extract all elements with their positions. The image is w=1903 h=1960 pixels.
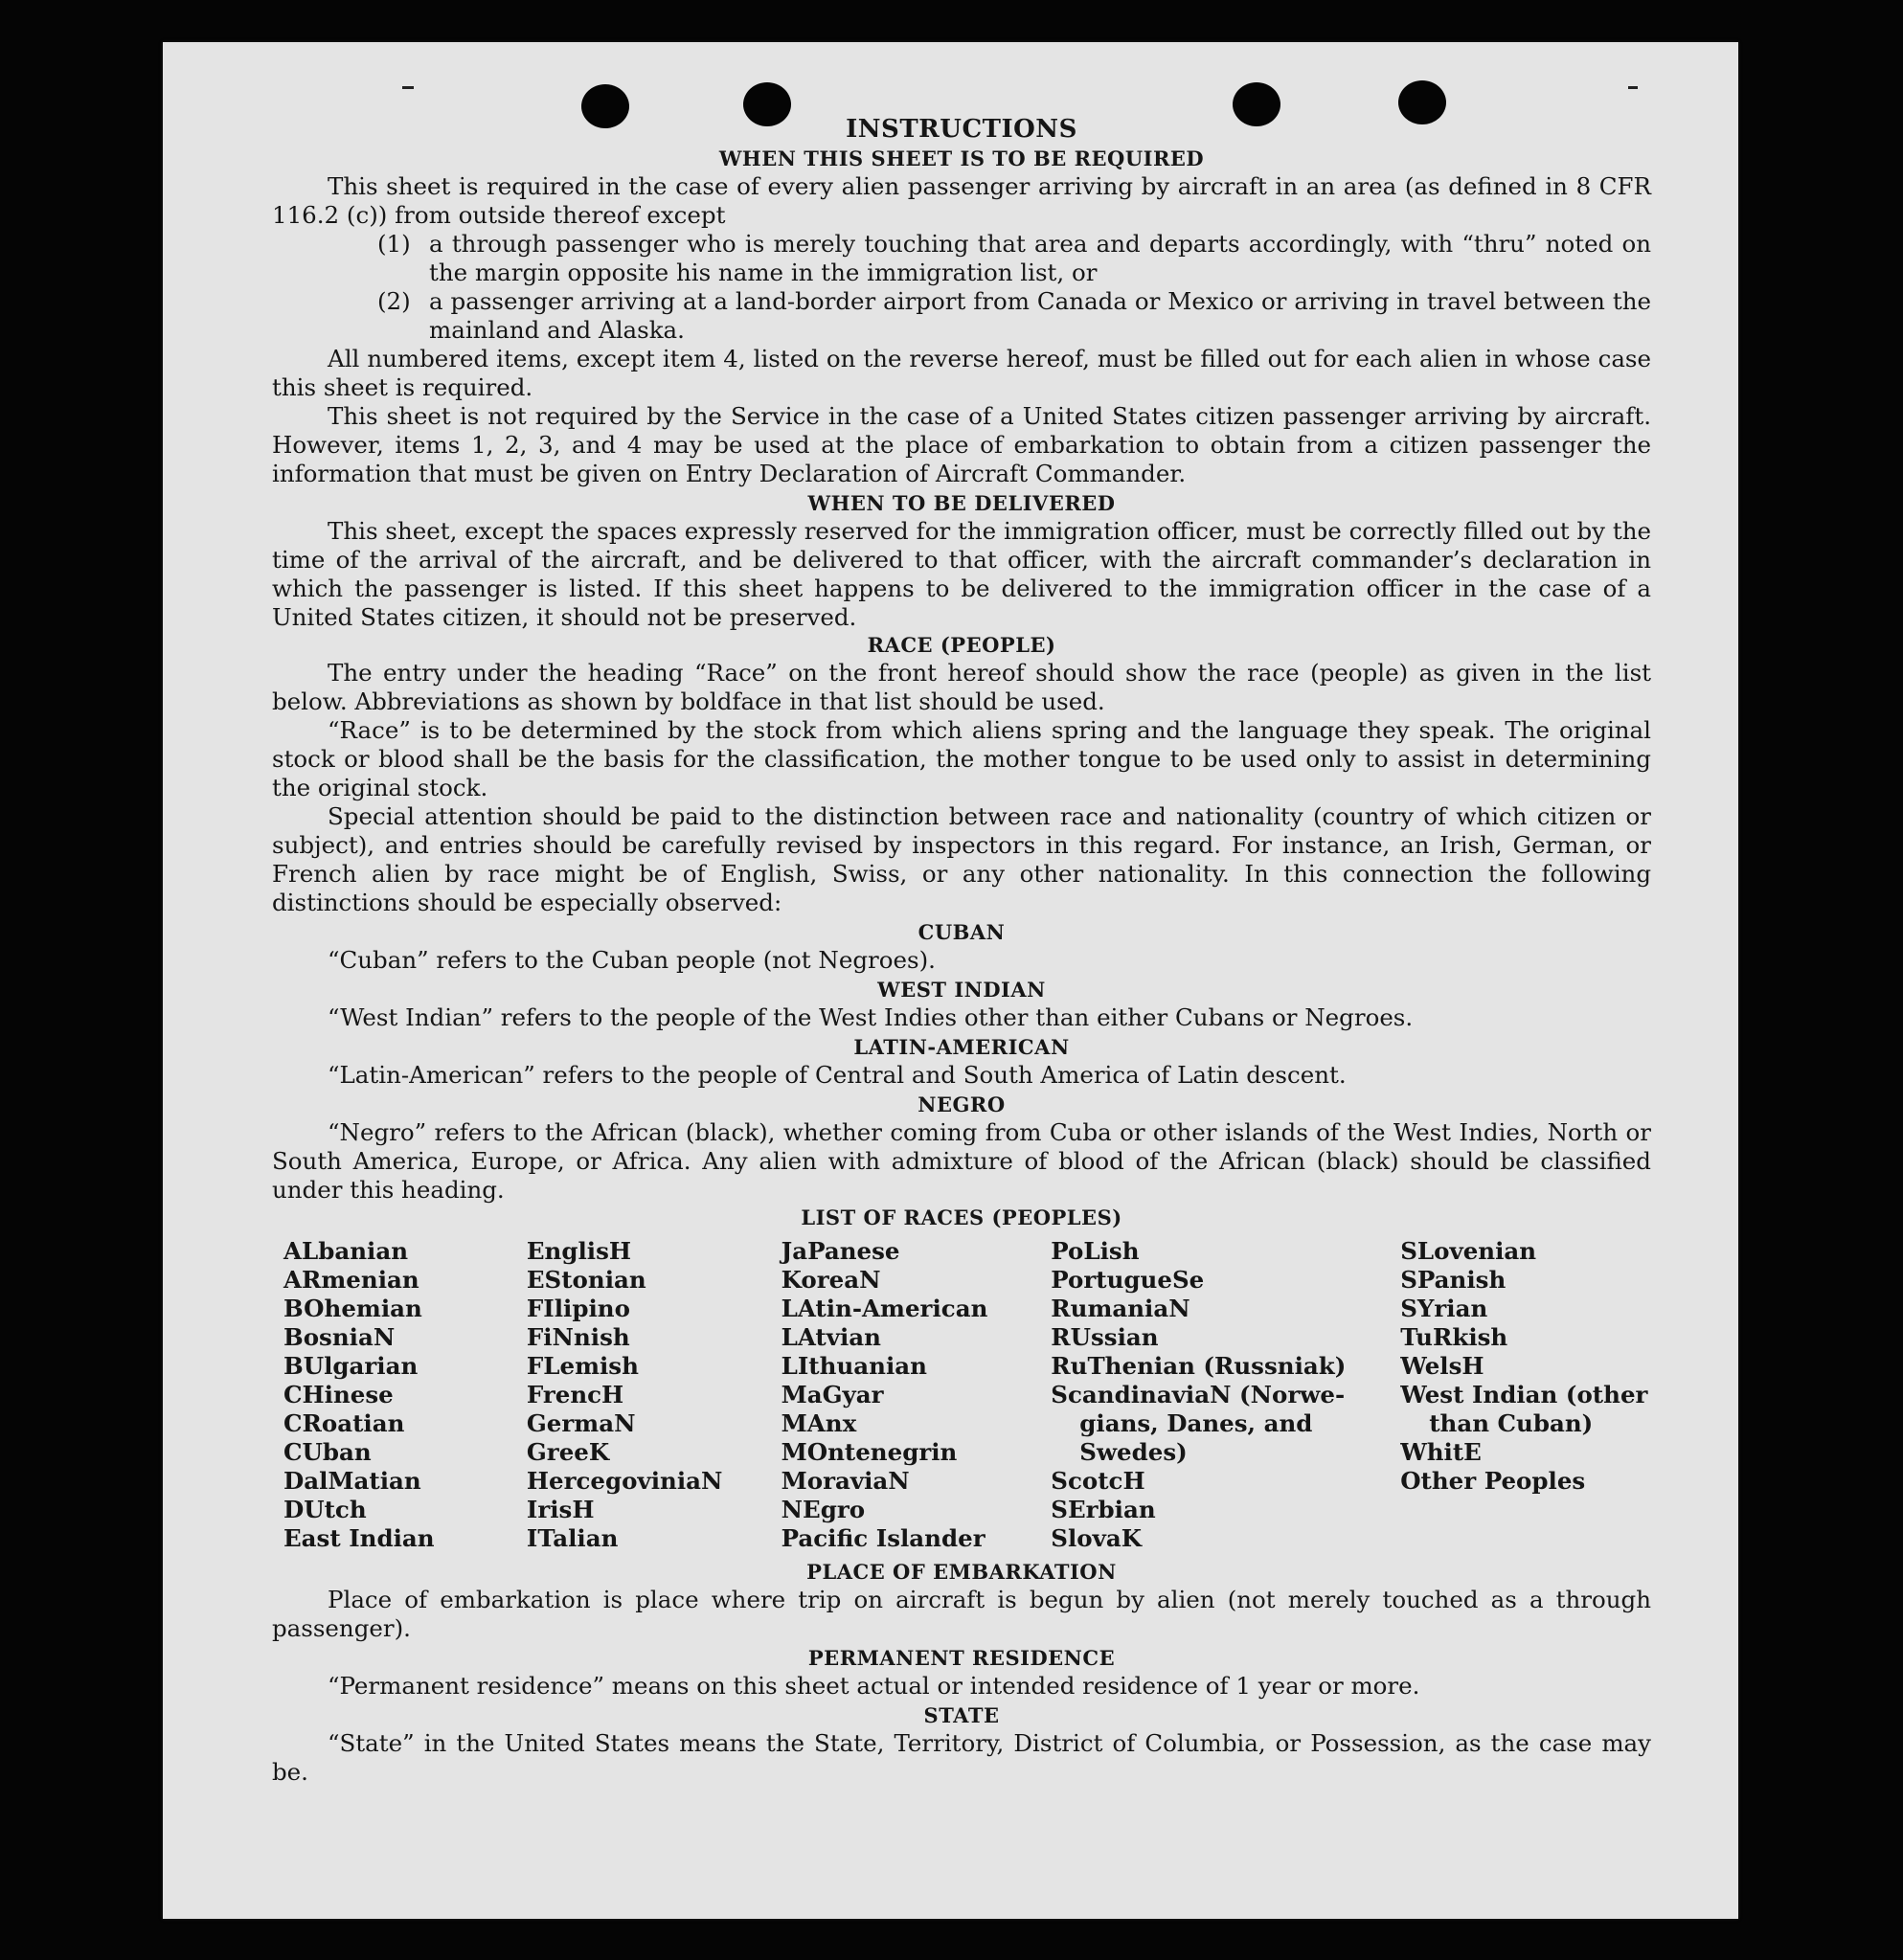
race-entry: LIthuanian [781, 1352, 927, 1380]
race-entry: SPanish [1400, 1266, 1507, 1294]
race-entry: FLemish [526, 1352, 639, 1380]
race-entry: EStonian [526, 1266, 646, 1294]
document-page [163, 42, 1738, 1919]
race-entry: MaGyar [781, 1381, 884, 1408]
race-entry: PortugueSe [1051, 1266, 1205, 1294]
paragraph-race-definition: “Race” is to be determined by the stock from which aliens spring and the language they speak. The original stock or blood shall be the basis for the classification, the mother tongue to be used only to assist in determining the original stock. [272, 716, 1651, 801]
page-title: INSTRUCTIONS [846, 115, 1077, 144]
race-entry: EnglisH [526, 1237, 632, 1265]
paragraph-permanent-residence: “Permanent residence” means on this sheet actual or intended residence of 1 year or more. [328, 1672, 1420, 1700]
race-column [283, 1237, 527, 1553]
race-entry: GermaN [526, 1409, 636, 1437]
race-entry: RumaniaN [1051, 1295, 1190, 1322]
race-entry: FIlipino [526, 1295, 630, 1322]
race-entry: WelsH [1400, 1352, 1484, 1380]
heading-embarkation: PLACE OF EMBARKATION [806, 1560, 1117, 1584]
race-entry-continued: gians, Danes, and [1079, 1409, 1313, 1437]
race-entry: DalMatian [283, 1467, 421, 1495]
race-entry: ScandinaviaN (Norwe- [1051, 1381, 1346, 1408]
speck-mark [402, 86, 414, 89]
heading-latin-american: LATIN-AMERICAN [853, 1035, 1070, 1059]
race-entry: SLovenian [1400, 1237, 1537, 1265]
heading-list-of-races: LIST OF RACES (PEOPLES) [801, 1205, 1122, 1229]
race-entry: LAtin-American [781, 1295, 988, 1322]
race-entry: LAtvian [781, 1323, 881, 1351]
paragraph-when-required-intro: This sheet is required in the case of every alien passenger arriving by aircraft in an area (as defined in 8 CFR 116.2 (c)) from outside thereof except [272, 172, 1651, 229]
race-entry: DUtch [283, 1496, 367, 1523]
item-text: a passenger arriving at a land-border airport from Canada or Mexico or arriving in travel between the mainland and Alaska. [429, 287, 1651, 344]
race-entry: IrisH [526, 1496, 595, 1523]
paragraph-state: “State” in the United States means the State, Territory, District of Columbia, or Possession, as the case may be. [272, 1729, 1651, 1786]
race-entry: Pacific Islander [781, 1524, 985, 1552]
race-entry: CUban [283, 1438, 372, 1466]
race-entry: ARmenian [283, 1266, 419, 1294]
item-number: (1) [377, 230, 411, 258]
race-entry: KoreaN [781, 1266, 881, 1294]
race-entry: SErbian [1051, 1496, 1156, 1523]
paragraph-race-nationality: Special attention should be paid to the distinction between race and nationality (country of which citizen or subject), and entries should be carefully revised by inspectors in this regard. For instance, an Irish, German, or French alien by race might be of English, Swiss, or any other nationality. In this connection the following distinctions should be especially observed: [272, 802, 1651, 916]
heading-when-required: WHEN THIS SHEET IS TO BE REQUIRED [718, 146, 1205, 170]
exception-item [377, 287, 1651, 345]
race-entry: ITalian [526, 1524, 619, 1552]
race-entry: RUssian [1051, 1323, 1159, 1351]
heading-negro: NEGRO [918, 1093, 1006, 1116]
race-entry: GreeK [526, 1438, 610, 1466]
race-entry: BUlgarian [283, 1352, 419, 1380]
race-entry: ScotcH [1051, 1467, 1145, 1495]
race-entry: FrencH [526, 1381, 624, 1408]
race-entry: BOhemian [283, 1295, 422, 1322]
race-entry: NEgro [781, 1496, 866, 1523]
item-number: (2) [377, 287, 411, 315]
exception-item [377, 230, 1651, 287]
race-entry: MoraviaN [781, 1467, 910, 1495]
paragraph-cuban: “Cuban” refers to the Cuban people (not Negroes). [328, 946, 936, 974]
race-column [527, 1237, 782, 1553]
heading-when-delivered: WHEN TO BE DELIVERED [807, 491, 1116, 515]
heading-race: RACE (PEOPLE) [867, 633, 1056, 657]
paragraph-when-delivered: This sheet, except the spaces expressly reserved for the immigration officer, must be correctly filled out by the time of the arrival of the aircraft, and be delivered to that officer, with the aircraft commander’s declaration in which the passenger is listed. If this sheet happens to be delivered to the immigration officer in the case of a United States citizen, it should not be preserved. [272, 517, 1651, 631]
race-column [1400, 1237, 1651, 1553]
race-entry: SYrian [1400, 1295, 1488, 1322]
heading-cuban: CUBAN [918, 920, 1006, 944]
race-entry: HercegoviniaN [526, 1467, 723, 1495]
race-entry: RuThenian (Russniak) [1051, 1352, 1347, 1380]
race-entry: Other Peoples [1400, 1467, 1586, 1495]
race-entry: TuRkish [1400, 1323, 1508, 1351]
item-text: a through passenger who is merely touching that area and departs accordingly, with “thru” noted on the margin opposite his name in the immigration list, or [429, 230, 1651, 286]
heading-permanent-residence: PERMANENT RESIDENCE [807, 1646, 1116, 1670]
race-entry: BosniaN [283, 1323, 396, 1351]
race-entry: West Indian (other [1400, 1381, 1648, 1408]
race-entry: CHinese [283, 1381, 394, 1408]
race-entry: JaPanese [781, 1237, 900, 1265]
race-entry: SlovaK [1051, 1524, 1143, 1552]
paragraph-race-entry: The entry under the heading “Race” on the front hereof should show the race (people) as given in the list below. Abbreviations as shown by boldface in that list should be used. [272, 659, 1651, 715]
race-entry: MOntenegrin [781, 1438, 958, 1466]
race-entry: FiNnish [526, 1323, 630, 1351]
heading-west-indian: WEST INDIAN [877, 978, 1046, 1002]
race-entry-continued: Swedes) [1079, 1438, 1188, 1466]
race-entry: East Indian [283, 1524, 435, 1552]
race-column [1051, 1237, 1400, 1553]
race-list [283, 1237, 1651, 1553]
paragraph-negro: “Negro” refers to the African (black), whether coming from Cuba or other islands of the West Indies, North or South America, Europe, or Africa. Any alien with admixture of blood of the African (black) should be classified under this heading. [272, 1118, 1651, 1204]
paragraph-citizen-passenger: This sheet is not required by the Service in the case of a United States citizen passenger arriving by aircraft. However, items 1, 2, 3, and 4 may be used at the place of embarkation to obtain from a citizen passenger the information that must be given on Entry Declaration of Aircraft Commander. [272, 402, 1651, 487]
heading-state: STATE [923, 1703, 1000, 1727]
speck-mark [1628, 86, 1638, 89]
paragraph-latin-american: “Latin-American” refers to the people of Central and South America of Latin descent. [328, 1061, 1347, 1089]
race-entry: PoLish [1051, 1237, 1140, 1265]
race-column [782, 1237, 1052, 1553]
race-entry: CRoatian [283, 1409, 405, 1437]
paragraph-embarkation: Place of embarkation is place where trip on aircraft is begun by alien (not merely touched as a through passenger). [272, 1586, 1651, 1642]
race-entry: MAnx [781, 1409, 857, 1437]
paragraph-numbered-items: All numbered items, except item 4, listed on the reverse hereof, must be filled out for each alien in whose case this sheet is required. [272, 345, 1651, 401]
paragraph-west-indian: “West Indian” refers to the people of the West Indies other than either Cubans or Negroes. [328, 1003, 1414, 1031]
race-entry-continued: than Cuban) [1429, 1409, 1594, 1437]
race-entry: WhitE [1400, 1438, 1482, 1466]
instructions-body [272, 113, 1651, 1787]
race-entry: ALbanian [283, 1237, 409, 1265]
